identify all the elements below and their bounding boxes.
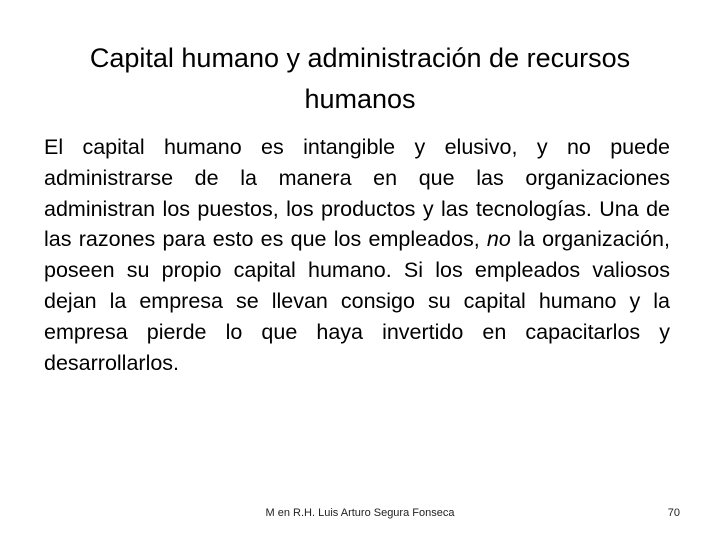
- slide-title-line-1: Capital humano y administración de recursos: [89, 43, 631, 73]
- page-number: 70: [667, 507, 680, 519]
- footer-author: M en R.H. Luis Arturo Segura Fonseca: [265, 507, 455, 519]
- body-emphasis-word: no: [486, 227, 511, 252]
- slide-body-paragraph: [44, 132, 670, 378]
- body-text-before-emphasis: El capital humano es intangible y elusivo, y no puede administrarse de la manera en que las organizaciones administran los puestos, los productos y las tecnologías. Una de las razones para esto es que los empleados,: [44, 135, 670, 252]
- slide-title: [40, 38, 680, 120]
- slide-title-line-2: humanos: [304, 84, 416, 114]
- body-text-after-emphasis: la organización, poseen su propio capital humano. Si los empleados valiosos dejan la empresa se llevan consigo su capital humano y la empresa pierde lo que haya invertido en capacitarlos y desarrollarlos.: [44, 227, 670, 375]
